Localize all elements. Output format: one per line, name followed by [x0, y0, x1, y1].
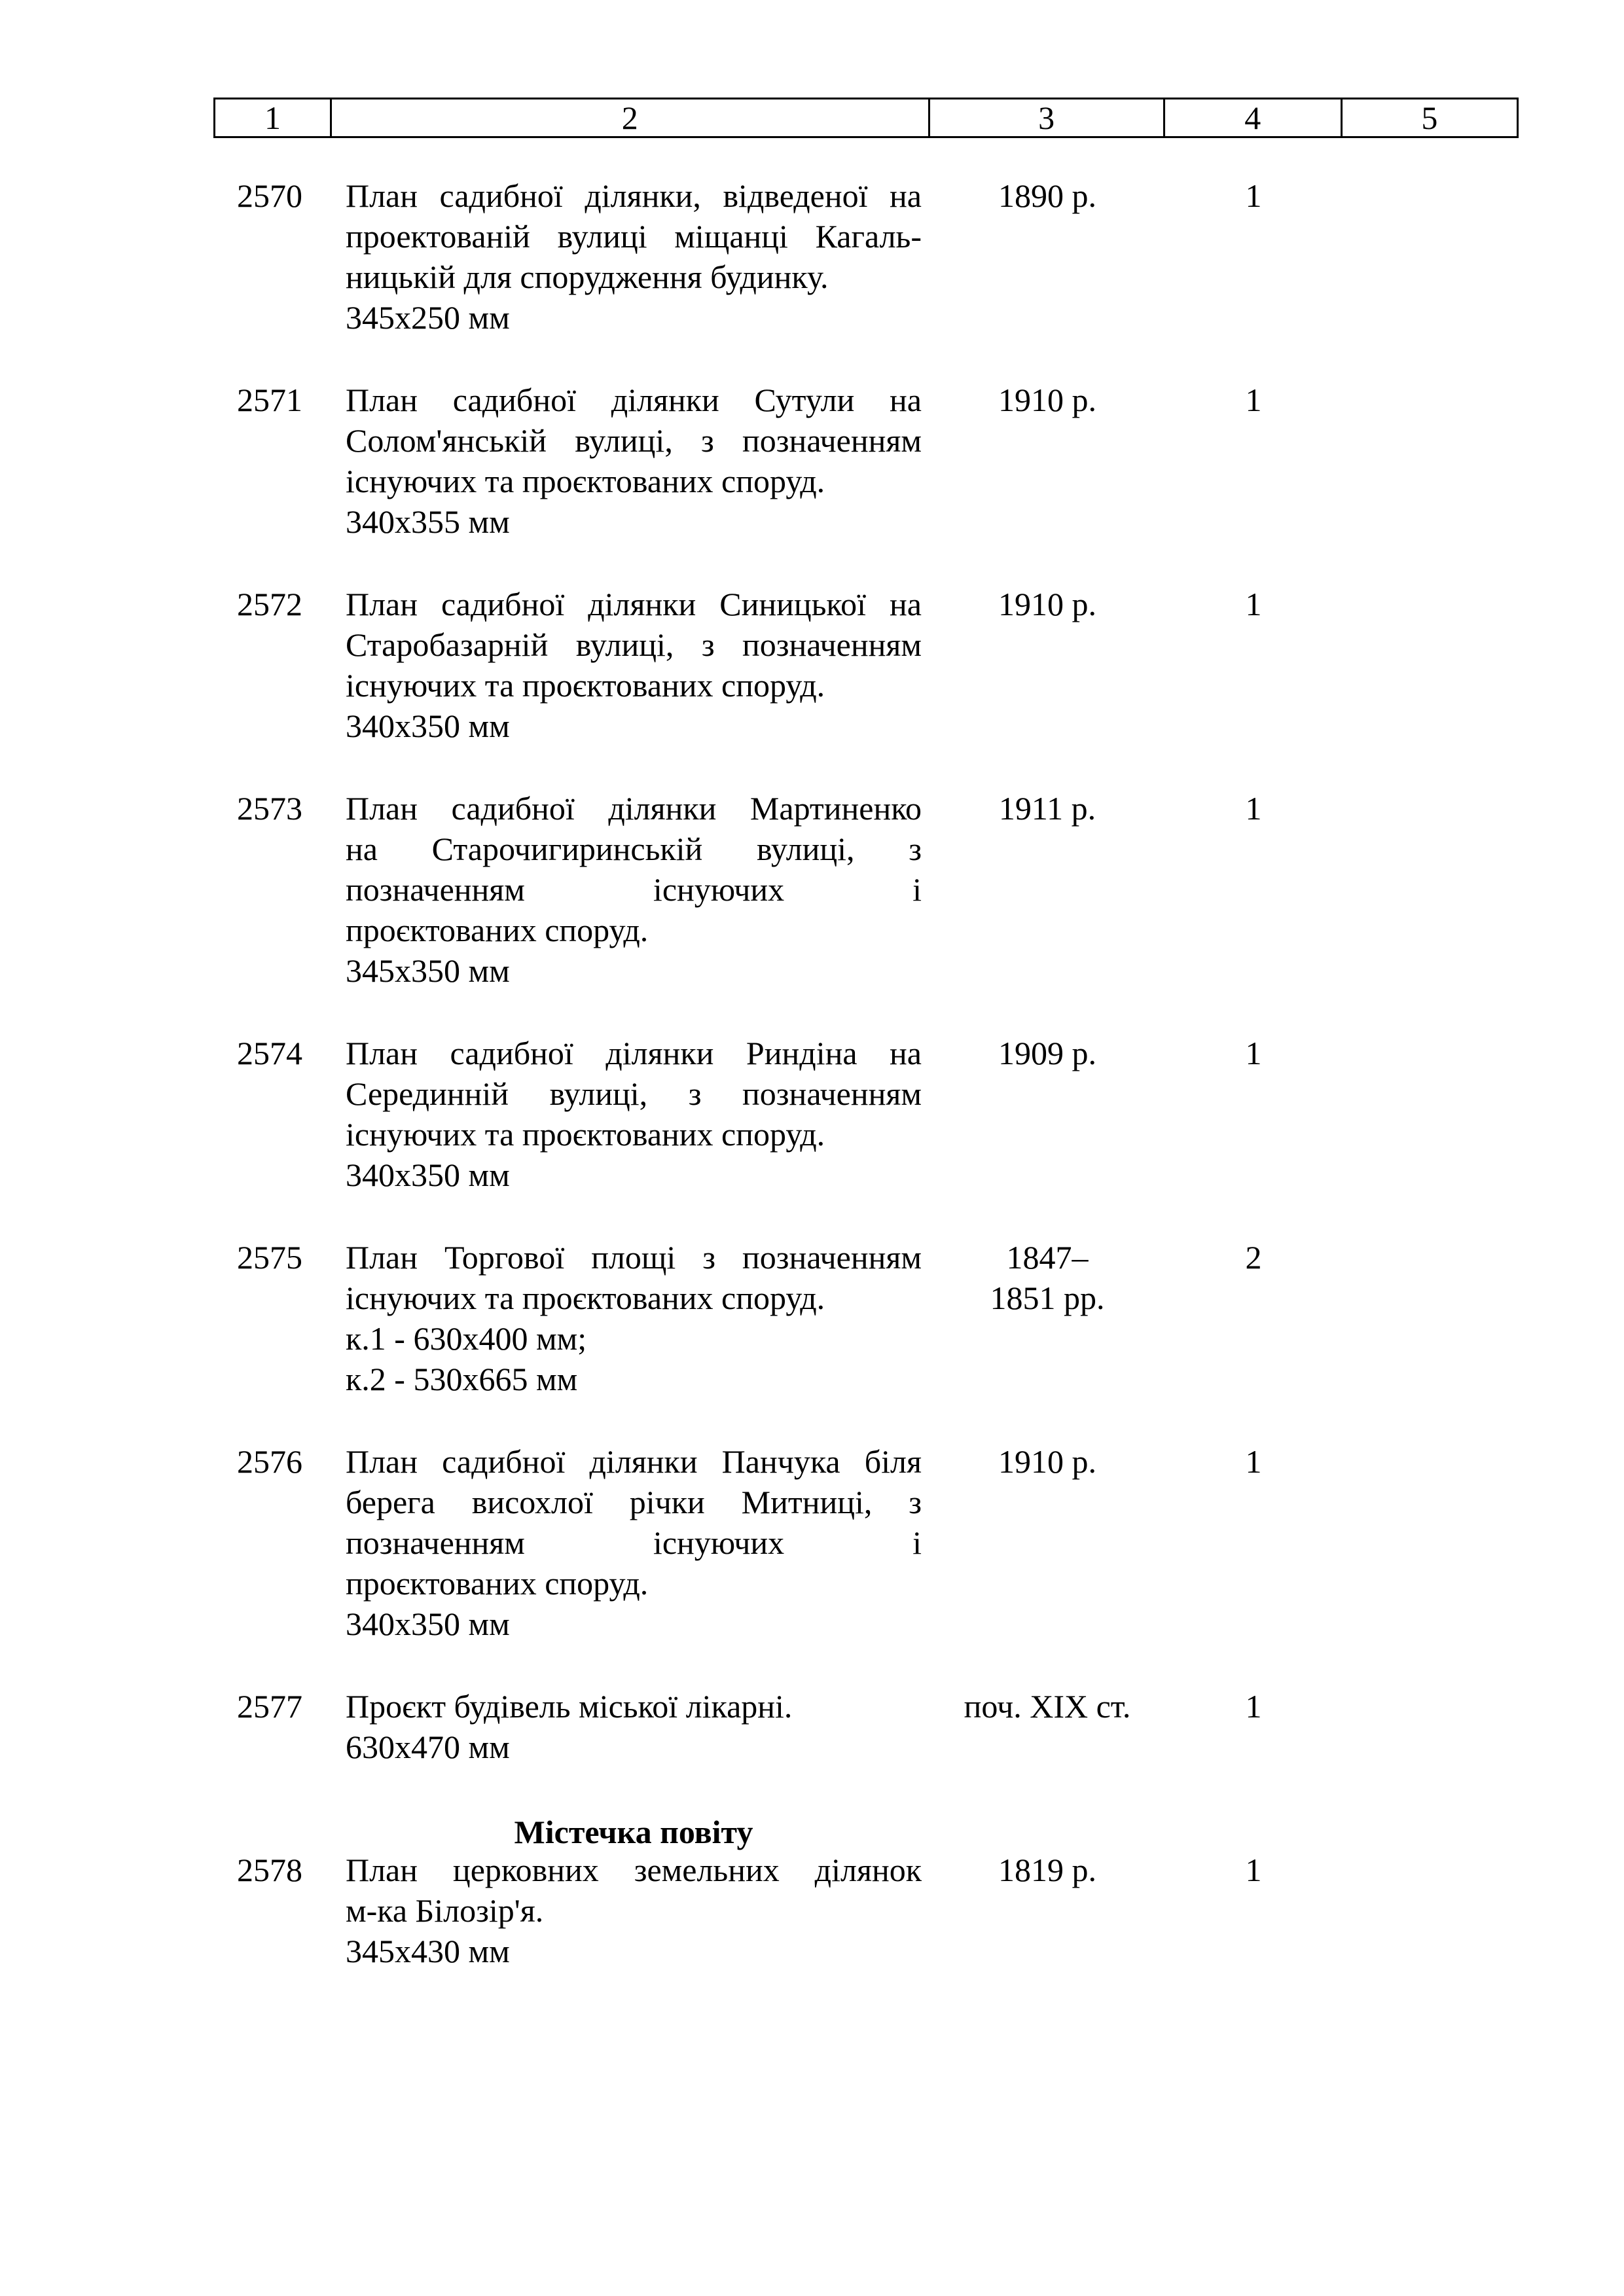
entry-dimensions: к.2 - 530х665 мм [346, 1361, 578, 1397]
entry-quantity: 1 [1245, 790, 1262, 827]
date-line: 1910 р. [998, 586, 1096, 622]
entry-quantity: 1 [1245, 382, 1262, 418]
entry-description [346, 1686, 922, 1767]
entry-description [346, 175, 922, 338]
date-line: 1910 р. [998, 382, 1096, 418]
date-line: 1911 р. [998, 790, 1096, 827]
entry-quantity: 1 [1245, 1443, 1262, 1480]
entry-date [923, 1441, 1172, 1482]
description-line: проєктованих споруд. [346, 1565, 649, 1602]
entry-dimensions: 340х355 мм [346, 503, 510, 540]
description-line: План садибної ділянки Риндіна на [346, 1035, 922, 1071]
entry-number: 2570 [237, 177, 302, 214]
description-line: на Старочигиринській вулиці, з [346, 831, 922, 867]
entry-dimensions: к.1 - 630х400 мм; [346, 1320, 587, 1357]
description-line: проєктованих споруд. [346, 912, 649, 948]
entry-number: 2577 [237, 1688, 302, 1725]
date-line: поч. XIX ст. [964, 1688, 1131, 1725]
description-line: План садибної ділянки Сутули на [346, 382, 922, 418]
entry-number: 2576 [237, 1443, 302, 1480]
description-line: Проєкт будівель міської лікарні. [346, 1688, 793, 1725]
description-line: існуючих та проєктованих споруд. [346, 463, 825, 499]
entry-quantity: 2 [1245, 1239, 1262, 1276]
entry-date [923, 175, 1172, 216]
date-line: 1819 р. [998, 1852, 1096, 1888]
entry-number: 2574 [237, 1035, 302, 1071]
entry-date [923, 380, 1172, 420]
description-line: існуючих та проєктованих споруд. [346, 1116, 825, 1153]
entry-description [346, 1033, 922, 1195]
description-line: позначенням існуючих і [346, 1524, 922, 1561]
column-header-4: 4 [1164, 99, 1341, 137]
column-header-row [215, 99, 1518, 137]
entry-date [923, 1686, 1172, 1727]
column-header-3: 3 [929, 99, 1164, 137]
description-line: Серединній вулиці, з позначенням [346, 1075, 922, 1112]
entry-number: 2578 [237, 1852, 302, 1888]
description-line: існуючих та проєктованих споруд. [346, 1280, 825, 1316]
date-line: 1851 рр. [990, 1280, 1105, 1316]
date-line: 1910 р. [998, 1443, 1096, 1480]
entry-dimensions: 340х350 мм [346, 708, 510, 744]
entry-dimensions: 340х350 мм [346, 1157, 510, 1193]
description-line: ницькій для спорудження будинку. [346, 259, 829, 295]
entry-number: 2573 [237, 790, 302, 827]
entry-date [923, 788, 1172, 829]
entry-description [346, 788, 922, 991]
description-line: План садибної ділянки Синицької на [346, 586, 922, 622]
description-line: м-ка Білозір'я. [346, 1892, 544, 1929]
description-line: План садибної ділянки Мартиненко [346, 790, 922, 827]
entry-quantity: 1 [1245, 586, 1262, 622]
entry-dimensions: 345х350 мм [346, 952, 510, 989]
entry-description [346, 380, 922, 542]
section-heading: Містечка повіту [514, 1814, 753, 1850]
date-line: 1847– [1006, 1239, 1089, 1276]
entry-dimensions: 345х430 мм [346, 1933, 510, 1969]
description-line: позначенням існуючих і [346, 871, 922, 908]
entry-number: 2575 [237, 1239, 302, 1276]
entry-number: 2572 [237, 586, 302, 622]
description-line: План садибної ділянки, відведеної на [346, 177, 922, 214]
column-header-1: 1 [215, 99, 331, 137]
entry-date [923, 584, 1172, 624]
entry-number: 2571 [237, 382, 302, 418]
entry-dimensions: 340х350 мм [346, 1605, 510, 1642]
entry-date [923, 1237, 1172, 1318]
column-header-table [213, 98, 1519, 138]
entry-description [346, 584, 922, 746]
entry-quantity: 1 [1245, 177, 1262, 214]
description-line: План Торгової площі з позначенням [346, 1239, 922, 1276]
description-line: План садибної ділянки Панчука біля [346, 1443, 922, 1480]
description-line: берега висохлої річки Митниці, з [346, 1484, 922, 1520]
column-header-2: 2 [331, 99, 929, 137]
description-line: існуючих та проєктованих споруд. [346, 667, 825, 704]
description-line: План церковних земельних ділянок [346, 1852, 922, 1888]
description-line: Старобазарній вулиці, з позначенням [346, 626, 922, 663]
entry-dimensions: 630х470 мм [346, 1729, 510, 1765]
date-line: 1909 р. [998, 1035, 1096, 1071]
description-line: Солом'янській вулиці, з позначенням [346, 422, 922, 459]
entry-date [923, 1033, 1172, 1073]
description-line: проектованій вулиці міщанці Кагаль- [346, 218, 922, 255]
entry-quantity: 1 [1245, 1688, 1262, 1725]
entry-description [346, 1850, 922, 1971]
entry-description [346, 1237, 922, 1399]
entry-date [923, 1850, 1172, 1890]
entry-quantity: 1 [1245, 1035, 1262, 1071]
date-line: 1890 р. [998, 177, 1096, 214]
column-header-5: 5 [1341, 99, 1517, 137]
entry-description [346, 1441, 922, 1644]
entry-quantity: 1 [1245, 1852, 1262, 1888]
entry-dimensions: 345х250 мм [346, 299, 510, 336]
